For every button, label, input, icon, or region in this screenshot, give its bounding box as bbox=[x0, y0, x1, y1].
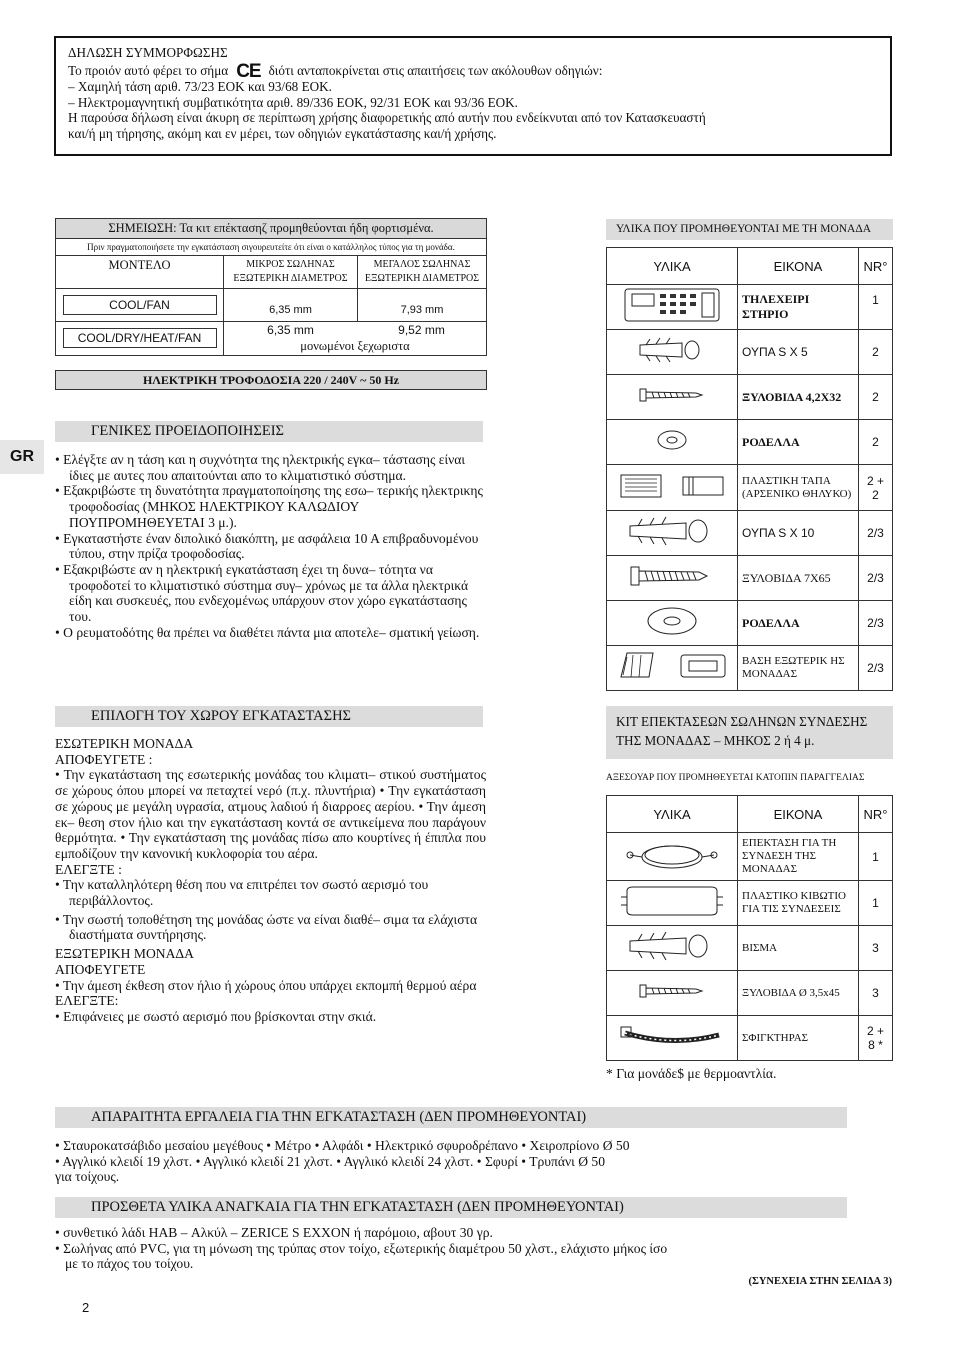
item-count: 2/3 bbox=[859, 511, 893, 556]
general-warnings-heading: ΓΕΝΙΚΕΣ ΠΡΟΕΙΔΟΠΟΙΗΣΕΙΣ bbox=[55, 421, 483, 442]
table-row bbox=[607, 330, 893, 375]
note-subheading: Πριν πραγματοποιήσετε την εγκατάσταση σιγουρευτείτε ότι είναι ο κατάλληλος τύπος για τη μονάδα. bbox=[56, 239, 486, 256]
declaration-line-2: – Χαμηλή τάση αριθ. 73/23 ΕΟΚ και 93/68 ΕΟΚ. bbox=[68, 79, 332, 94]
item-name: ΕΠΕΚΤΑΣΗ ΓΙΑ ΤΗ ΣΥΝΔΕΣΗ ΤΗΣ ΜΟΝΑΔΑΣ bbox=[738, 833, 859, 881]
indoor-avoid-text: • Την εγκατάσταση της εσωτερικής μονάδας του κλιματι– στικού συστήματος σε χώρους όπου μπορεί να πεταχτεί νερό (π.χ. πλυντήρια) • Την εγκατάσταση σε χώρους με μεγάλη υγρασία, ατμους λαδιού ή διαρροες αερίου. • Την άμεση εκ– θεση στον ήλιο και την εγκατάσταση κοντά σε αντικείμενα που παράγουν θερμότητα. • Την εγκατάσταση της μονάδας πίσω απο κουρτίνες ή έπιπλα που εμποδίζουν την κανονική κυκλοφορία του αέρα. bbox=[55, 767, 486, 861]
item-name: ΞΥΛΟΒΙΔΑ 4,2X32 bbox=[742, 389, 842, 404]
table-row bbox=[607, 601, 893, 646]
model-table bbox=[56, 256, 486, 355]
power-supply: ΗΛΕΚΤΡΙΚΗ ΤΡΟΦΟΔΟΣΙΑ 220 / 240V ~ 50 Hz bbox=[55, 370, 487, 390]
table-row bbox=[607, 465, 893, 511]
declaration-line-5: και/ή μη τήρησης, ακόμη και εν μέρει, των οδηγιών εγκατάστασης και/ή χρήσης. bbox=[68, 125, 497, 141]
wood-screw-icon bbox=[607, 971, 738, 1016]
item-count: 2 + 2 bbox=[859, 465, 893, 511]
large-pipe-value: 7,93 mm bbox=[400, 303, 444, 316]
item-name: ΒΑΣΗ ΕΞΩΤΕΡΙΚ ΗΣ ΜΟΝΑΔΑΣ bbox=[738, 646, 859, 691]
plastic-box-icon bbox=[607, 881, 738, 926]
list-item: • Ελέγξτε αν η τάση και η συχνότητα της ηλεκτρικής εγκα– τάστασης είναι ίδιες με αυτες που απαιτούνται απο το κλιματιστικό σύστημα. bbox=[55, 452, 466, 483]
col-nr: NR° bbox=[859, 796, 893, 833]
table-row bbox=[607, 1016, 893, 1061]
wood-screw-icon bbox=[607, 375, 738, 420]
item-count: 2/3 bbox=[859, 556, 893, 601]
continued-note: (ΣΥΝΕΧΕΙΑ ΣΤΗΝ ΣΕΛΙΔΑ 3) bbox=[748, 1276, 892, 1287]
item-count: 2 bbox=[859, 375, 893, 420]
item-name: ΒΙΣΜΑ bbox=[738, 926, 859, 971]
item-count: 2 bbox=[859, 330, 893, 375]
outdoor-check-text: • Επιφάνειες με σωστό αερισμό που βρίσκονται στην σκιά. bbox=[55, 1008, 377, 1024]
wall-plug-icon bbox=[607, 511, 738, 556]
declaration-title: ΔΗΛΩΣΗ ΣΥΜΜΟΡΦΩΣΗΣ bbox=[68, 45, 228, 60]
table-row bbox=[607, 375, 893, 420]
col-item: ΥΛΙΚΑ bbox=[607, 248, 738, 285]
item-name: ΡΟΔΕΛΛΑ bbox=[738, 420, 859, 465]
small-pipe-value: 6,35 mm bbox=[267, 323, 314, 338]
item-name: ΟΥΠΑ S X 10 bbox=[738, 511, 859, 556]
supplied-materials-heading: ΥΛΙΚΑ ΠΟΥ ΠΡΟΜΗΘΕΥΟΝΤΑΙ ΜΕ ΤΗ ΜΟΝΑΔΑ bbox=[606, 219, 893, 240]
plastic-cap-icon bbox=[607, 465, 738, 511]
model-name: COOL/DRY/HEAT/FAN bbox=[63, 328, 217, 348]
page-number: 2 bbox=[82, 1300, 90, 1315]
item-count: 3 bbox=[859, 926, 893, 971]
model-name: COOL/FAN bbox=[63, 295, 217, 315]
tools-list: • Σταυροκατσάβιδο μεσαίου μεγέθους • Μέτρο • Αλφάδι • Ηλεκτρικό σφυροδρέπανο • Χειροπρίονο Ø 50 • Αγγλικό κλειδί 19 χλστ. • Αγγλικό κλειδί 21 χλστ. • Αγγλικό κλειδί 24 χλστ. • Σφυρί • Τρυπάνι Ø 50 για τοίχους. bbox=[55, 1138, 630, 1184]
item-name: ΡΟΔΕΛΛΑ bbox=[738, 601, 859, 646]
table-row bbox=[607, 556, 893, 601]
large-pipe-value: 9,52 mm bbox=[398, 323, 445, 338]
item-name: ΟΥΠΑ S X 5 bbox=[738, 330, 859, 375]
outdoor-avoid-text: • Την άμεση έκθεση στον ήλιο ή χώρους όπου υπάρχει εκπομπή θερμού αέρα bbox=[55, 977, 477, 993]
avoid-label: ΑΠΟΦΕΥΓΕΤΕ : bbox=[55, 751, 153, 767]
outdoor-unit-label: ΕΞΩΤΕΡΙΚΗ ΜΟΝΑΔΑ bbox=[55, 946, 194, 962]
table-row bbox=[607, 511, 893, 556]
list-item: • Την καταλληλότερη θέση που να επιτρέπει τον σωστό αερισμό του περιβάλλοντος. bbox=[55, 877, 429, 909]
tools-heading: ΑΠΑΡΑΙΤΗΤΑ ΕΡΓΑΛΕΙΑ ΓΙΑ ΤΗΝ ΕΓΚΑΤΑΣΤΑΣΗ (ΔΕΝ ΠΡΟΜΗΘΕΥΟΝΤΑΙ) bbox=[55, 1107, 847, 1128]
table-row bbox=[607, 971, 893, 1016]
table-row bbox=[607, 926, 893, 971]
item-name: ΤΗΛΕΧΕΙΡΙ ΣΤΗΡΙΟ bbox=[738, 285, 859, 330]
general-warnings-list bbox=[55, 452, 483, 640]
table-row bbox=[607, 833, 893, 881]
extension-kit-table bbox=[606, 795, 893, 1061]
washer-icon bbox=[607, 420, 738, 465]
list-item: • Την σωστή τοποθέτηση της μονάδας ώστε να είναι διαθέ– σιμα τα ελάχιστα διαστήματα συντήρησης. bbox=[55, 911, 478, 943]
check-label: ΕΛΕΓΞΤΕ : bbox=[55, 861, 122, 877]
language-tab: GR bbox=[0, 440, 44, 474]
item-name: ΞΥΛΟΒΙΔΑ Ø 3,5x45 bbox=[738, 971, 859, 1016]
cable-tie-icon bbox=[607, 1016, 738, 1061]
table-row bbox=[607, 881, 893, 926]
declaration-box bbox=[54, 36, 892, 156]
remote-control-icon bbox=[607, 285, 738, 330]
table-row bbox=[607, 646, 893, 691]
table-row bbox=[607, 420, 893, 465]
item-count: 2/3 bbox=[859, 601, 893, 646]
extension-kit-heading: ΚΙΤ ΕΠΕΚΤΑΣΕΩΝ ΣΩΛΗΝΩΝ ΣΥΝΔΕΣΗΣ ΤΗΣ ΜΟΝΑΔΑΣ – ΜΗΚΟΣ 2 ή 4 μ. bbox=[606, 706, 893, 759]
item-name: ΠΛΑΣΤΙΚΟ ΚΙΒΩΤΙΟ ΓΙΑ ΤΙΣ ΣΥΝΔΕΣΕΙΣ bbox=[738, 881, 859, 926]
item-name: ΠΛΑΣΤΙΚΗ ΤΑΠΑ (ΑΡΣΕΝΙΚΟ ΘΗΛΥΚΟ) bbox=[738, 465, 859, 511]
indoor-unit-label: ΕΣΩΤΕΡΙΚΗ ΜΟΝΑΔΑ bbox=[55, 736, 194, 751]
list-item: • Ο ρευματοδότης θα πρέπει να διαθέτει πάντα μια αποτελε– σματική γείωση. bbox=[55, 624, 480, 640]
col-nr: NR° bbox=[859, 248, 893, 285]
col-image: ΕΙΚΟΝΑ bbox=[738, 248, 859, 285]
declaration-line-1: Το προιόν αυτό φέρει το σήμα CE διότι ανταποκρίνεται στις απαιτήσεις των ακόλουθων οδηγιών: bbox=[68, 60, 603, 82]
supplied-materials-table bbox=[606, 247, 893, 691]
table-row bbox=[56, 321, 486, 355]
location-heading: ΕΠΙΛΟΓΗ ΤΟΥ ΧΩΡΟΥ ΕΓΚΑΤΑΣΤΑΣΗΣ bbox=[55, 706, 483, 727]
location-text bbox=[55, 736, 486, 1025]
col-model: ΜΟΝΤΕΛΟ bbox=[56, 256, 224, 288]
wood-screw-icon bbox=[607, 556, 738, 601]
item-count: 2/3 bbox=[859, 646, 893, 691]
item-name: ΣΦΙΓΚΤΗΡΑΣ bbox=[738, 1016, 859, 1061]
outdoor-base-icon bbox=[607, 646, 738, 691]
wall-plug-icon bbox=[607, 330, 738, 375]
pipe-coil-icon bbox=[607, 833, 738, 881]
table-row bbox=[56, 288, 486, 321]
col-large-pipe: ΜΕΓΑΛΟΣ ΣΩΛΗΝΑΣ ΕΞΩΤΕΡΙΚΗ ΔΙΑΜΕΤΡΟΣ bbox=[364, 258, 480, 284]
list-item: • Εξακριβώστε αν η ηλεκτρική εγκατάσταση έχει τη δυνα– τότητα να τροφοδοτεί το κλιματιστικό σύστημα συγ– χρόνως με τα άλλα ηλεκτρικά είδη και συσκευές, που ενδεχομένως υπάρχουν στον χώρο εγκατάστασης του. bbox=[55, 561, 469, 625]
declaration-line-3: – Ηλεκτρομαγνητική συμβατικότητα αριθ. 89/336 ΕΟΚ, 92/31 ΕΟΚ και 93/36 ΕΟΚ. bbox=[68, 94, 518, 110]
col-small-pipe: ΜΙΚΡΟΣ ΣΩΛΗΝΑΣ ΕΞΩΤΕΡΙΚΗ ΔΙΑΜΕΤΡΟΣ bbox=[224, 256, 358, 288]
list-item: • Εγκαταστήστε έναν διπολικό διακόπτη, με ασφάλεια 10 Α επιβραδυνομένου τύπου, στην πρίζα τροφοδοσίας. bbox=[55, 530, 479, 562]
washer-icon bbox=[607, 601, 738, 646]
list-item: • Εξακριβώστε τη δυνατότητα πραγματοποίησης της εσω– τερικής ηλεκτρικης τροφοδοσίας (ΜΗΚΟΣ ΗΛΕΚΤΡΙΚΟΥ ΚΑΛΩΔΙΟΥ ΠΟΥΠΡΟΜΗΘΕΥΕΤΑΙ 3 μ.). bbox=[55, 483, 483, 530]
item-count: 1 bbox=[859, 833, 893, 881]
wall-plug-icon bbox=[607, 926, 738, 971]
note-heading: ΣΗΜΕΙΩΣΗ: Τα κιτ επέκτασηζ προμηθεύονται ήδη φορτισμένα. bbox=[56, 219, 486, 239]
declaration-line-4: Η παρούσα δήλωση είναι άκυρη σε περίπτωση χρήσης διαφορετικής από αυτήν που ενδείκνυται από τον Κατασκευαστή bbox=[68, 110, 706, 125]
item-count: 2 + 8 * bbox=[859, 1016, 893, 1061]
kit-footnote: * Για μονάδε$ με θερμοαντλία. bbox=[606, 1066, 777, 1081]
insulated-note: μονωμένοι ξεχωριστα bbox=[300, 339, 410, 354]
item-count: 1 bbox=[859, 285, 893, 330]
item-name: ΞΥΛΟΒΙΔΑ 7X65 bbox=[742, 570, 831, 585]
col-image: ΕΙΚΟΝΑ bbox=[738, 796, 859, 833]
extra-materials-list: • συνθετικό λάδι HAB – Αλκύλ – ZERICE S EXXON ή παρόμοιο, αβουτ 30 γρ. • Σωλήνας από PVC, για τη μόνωση της τρύπας στον τοίχο, εξωτερικής διαμέτρου 50 χλστ., ελάχιστο μήκος ίσο με το πάχος του τοίχου. bbox=[55, 1225, 668, 1271]
item-count: 3 bbox=[859, 971, 893, 1016]
pipe-size-table bbox=[55, 218, 487, 356]
check-label: ΕΛΕΓΞΤΕ: bbox=[55, 993, 119, 1009]
item-count: 1 bbox=[859, 881, 893, 926]
item-count: 2 bbox=[859, 420, 893, 465]
kit-subtitle: ΑΞΕΣΟΥΑΡ ΠΟΥ ΠΡΟΜΗΘΕΥΕΤΑΙ ΚΑΤΟΠΙΝ ΠΑΡΑΓΓΕΛΙΑΣ bbox=[606, 773, 865, 783]
small-pipe-value: 6,35 mm bbox=[224, 288, 358, 321]
col-item: ΥΛΙΚΑ bbox=[607, 796, 738, 833]
ce-mark-logo: CE bbox=[236, 60, 261, 82]
avoid-label: ΑΠΟΦΕΥΓΕΤΕ bbox=[55, 961, 146, 977]
table-row bbox=[607, 285, 893, 330]
extra-materials-heading: ΠΡΟΣΘΕΤΑ ΥΛΙΚΑ ΑΝΑΓΚΑΙΑ ΓΙΑ ΤΗΝ ΕΓΚΑΤΑΣΤΑΣΗ (ΔΕΝ ΠΡΟΜΗΘΕΥΟΝΤΑΙ) bbox=[55, 1197, 847, 1218]
